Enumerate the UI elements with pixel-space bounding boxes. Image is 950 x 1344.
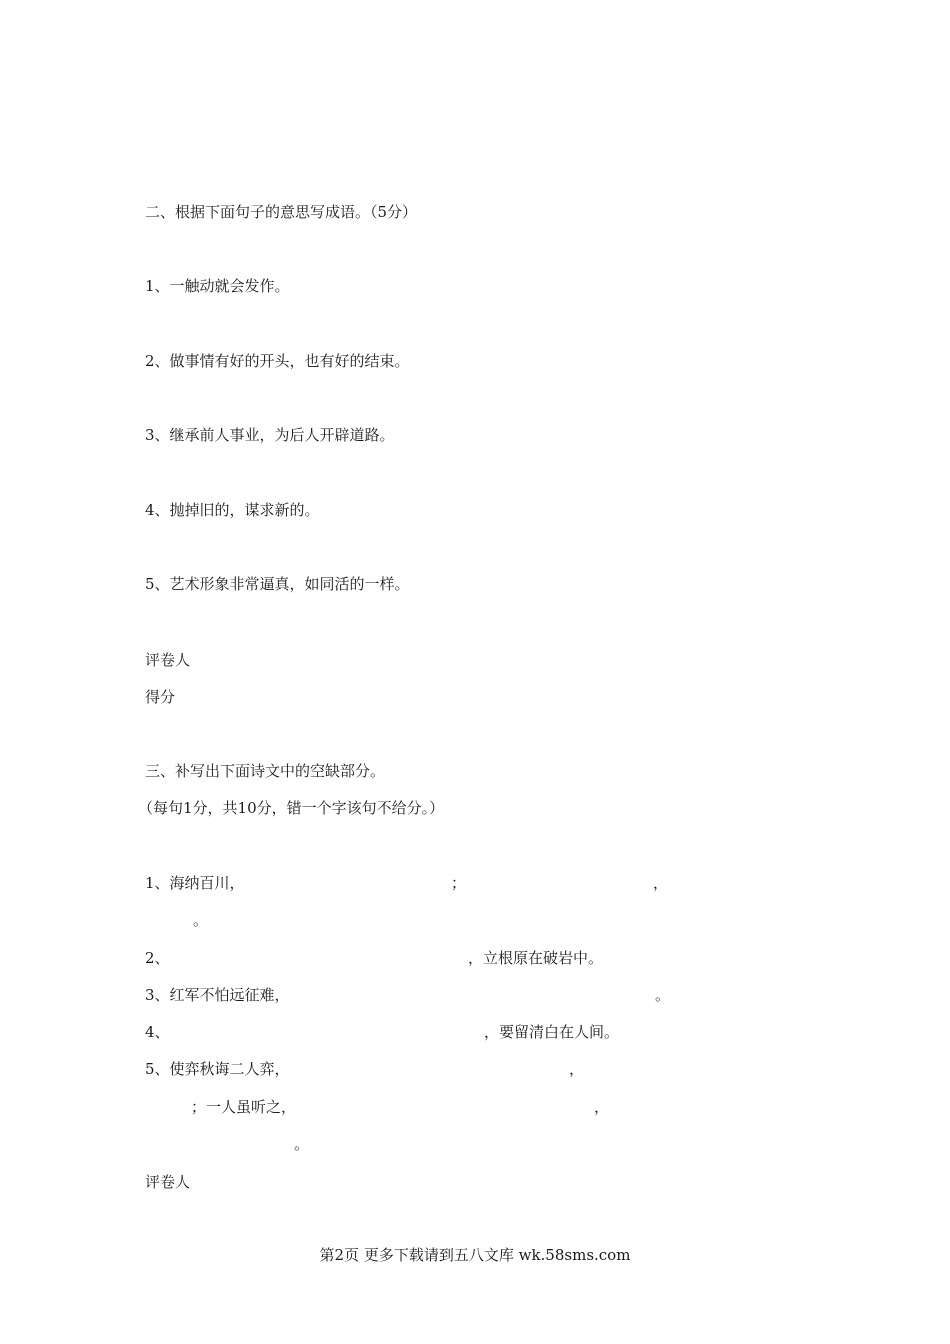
q2-suffix: ，立根原在破岩中。 — [468, 949, 604, 967]
section3-note: （每句1分，共10分，错一个字该句不给分。） — [138, 799, 445, 817]
grader-label-2: 评卷人 — [145, 1173, 191, 1191]
q4-prefix: 4、 — [145, 1023, 170, 1041]
q4-suffix: ，要留清白在人间。 — [484, 1023, 620, 1041]
q5-middle: ；一人虽听之， — [191, 1098, 297, 1116]
q1-period: 。 — [193, 911, 209, 929]
q1-comma: ， — [653, 874, 669, 892]
q3-period: 。 — [655, 986, 671, 1004]
q5-prefix: 5、使弈秋诲二人弈， — [145, 1060, 290, 1078]
q1-prefix: 1、海纳百川， — [145, 874, 245, 892]
q5-comma-1: ， — [569, 1060, 585, 1078]
q3-prefix: 3、红军不怕远征难， — [145, 986, 290, 1004]
section2-item-5: 5、艺术形象非常逼真，如同活的一样。 — [145, 575, 410, 593]
grader-label: 评卷人 — [145, 651, 191, 669]
score-label: 得分 — [145, 688, 176, 706]
section2-heading: 二、根据下面句子的意思写成语。（5分） — [145, 203, 418, 221]
q5-comma-2: ， — [594, 1098, 610, 1116]
q5-period: 。 — [294, 1135, 310, 1153]
section2-item-2: 2、做事情有好的开头，也有好的结束。 — [145, 352, 410, 370]
section2-item-3: 3、继承前人事业，为后人开辟道路。 — [145, 426, 395, 444]
q1-semicolon: ； — [451, 874, 467, 892]
page-footer: 第2页 更多下载请到五八文库 wk.58sms.com — [319, 1246, 631, 1264]
section3-heading: 三、补写出下面诗文中的空缺部分。 — [145, 762, 386, 780]
q2-prefix: 2、 — [145, 949, 170, 967]
section2-item-1: 1、一触动就会发作。 — [145, 277, 290, 295]
section2-item-4: 4、抛掉旧的，谋求新的。 — [145, 501, 320, 519]
